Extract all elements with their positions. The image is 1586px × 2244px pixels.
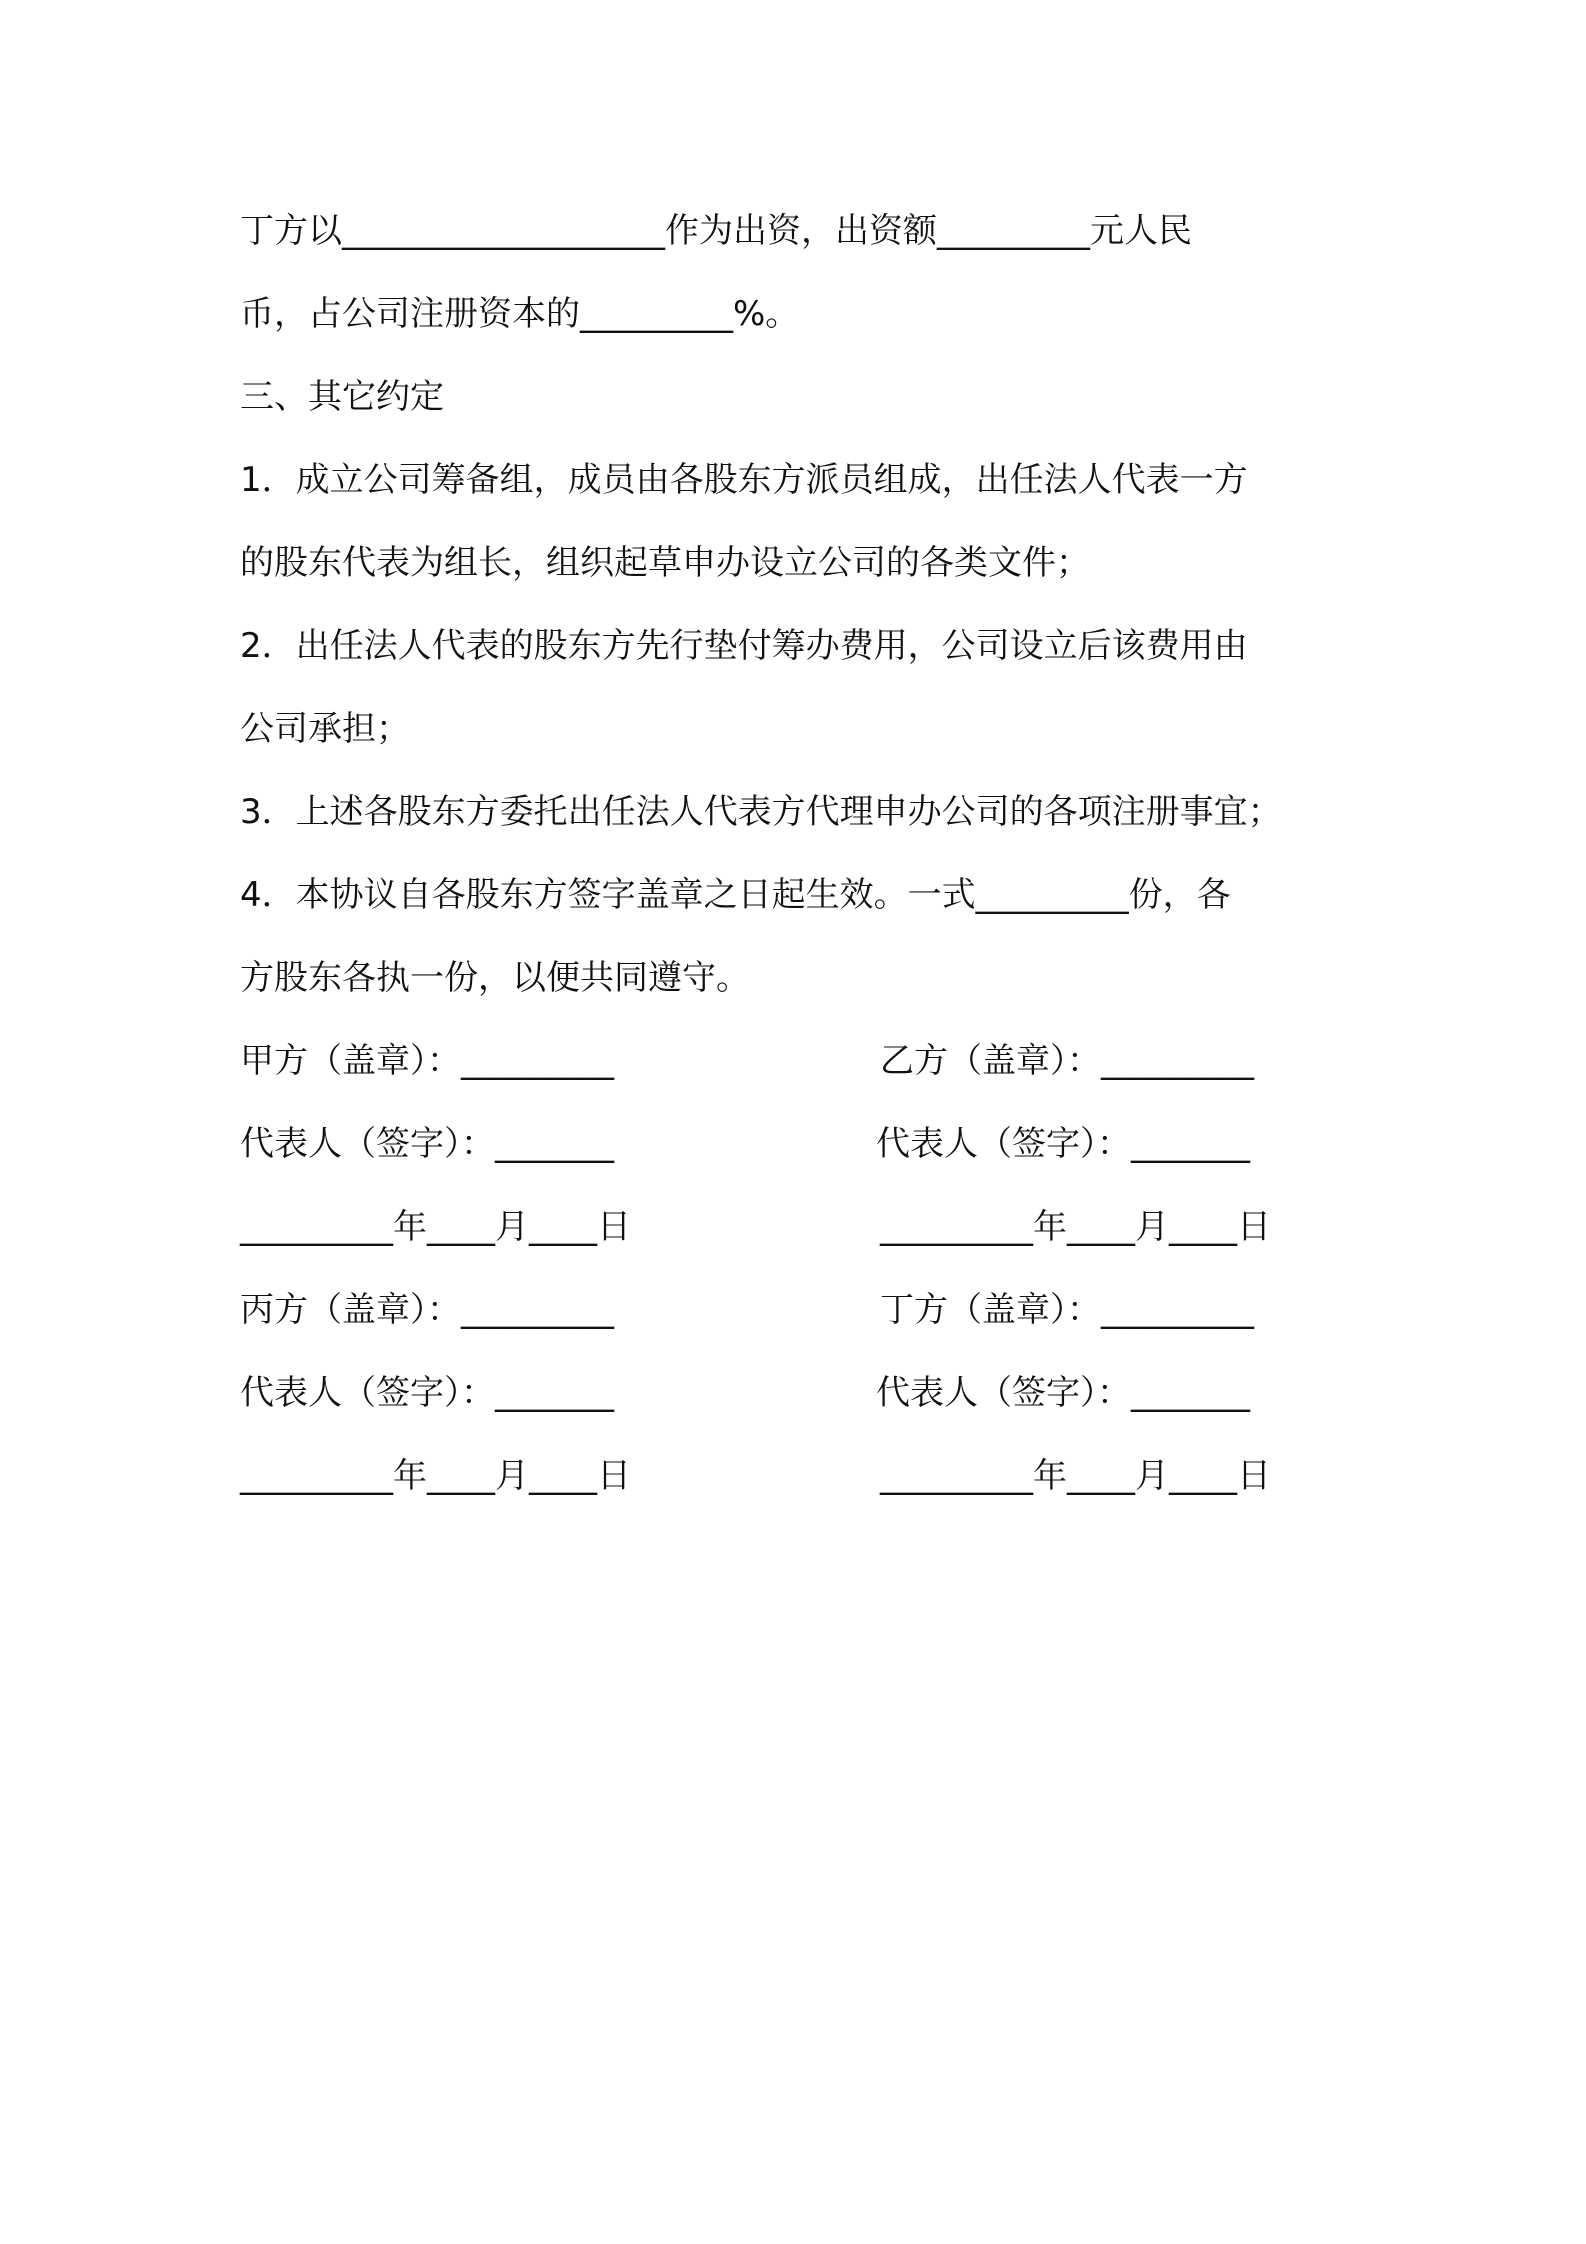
signature-row-rep-ab <box>240 1103 1360 1186</box>
signature-row-party-c-d <box>240 1269 1360 1352</box>
party-a-seal-field: 甲方（盖章）：_________ <box>240 1041 614 1081</box>
party-b-representative-field: 代表人（签字）：_______ <box>876 1124 1250 1164</box>
party-d-seal-field: 丁方（盖章）：_________ <box>880 1290 1254 1330</box>
party-b-date-field: _________年____月____日 <box>880 1207 1271 1247</box>
party-d-representative-field: 代表人（签字）：_______ <box>876 1373 1250 1413</box>
signature-row-date-ab <box>240 1186 1360 1269</box>
party-b-seal-field: 乙方（盖章）：_________ <box>880 1041 1254 1081</box>
party-a-date-field: _________年____月____日 <box>240 1207 631 1247</box>
clause-2: 2．出任法人代表的股东方先行垫付筹办费用，公司设立后该费用由 <box>240 626 1248 666</box>
signature-row-party-a-b <box>240 1020 1360 1103</box>
clause-1-cont: 的股东代表为组长，组织起草申办设立公司的各类文件； <box>240 543 1090 583</box>
paragraph-capital-ding-cont: 币，占公司注册资本的_________%。 <box>240 294 800 334</box>
party-d-date-field: _________年____月____日 <box>880 1456 1271 1496</box>
section-heading-other-terms: 三、其它约定 <box>240 377 444 417</box>
clause-1: 1．成立公司筹备组，成员由各股东方派员组成，出任法人代表一方 <box>240 460 1248 500</box>
clause-4: 4．本协议自各股东方签字盖章之日起生效。一式_________份，各 <box>240 875 1231 915</box>
party-a-representative-field: 代表人（签字）：_______ <box>240 1124 614 1164</box>
document-body <box>240 190 1360 1518</box>
signature-row-date-cd <box>240 1435 1360 1518</box>
clause-4-cont: 方股东各执一份，以便共同遵守。 <box>240 958 750 998</box>
party-c-seal-field: 丙方（盖章）：_________ <box>240 1290 614 1330</box>
clause-3: 3．上述各股东方委托出任法人代表方代理申办公司的各项注册事宜； <box>240 792 1282 832</box>
party-c-date-field: _________年____月____日 <box>240 1456 631 1496</box>
clause-2-cont: 公司承担； <box>240 709 410 749</box>
paragraph-capital-ding: 丁方以___________________作为出资，出资额_________元人民 <box>240 211 1192 251</box>
signature-row-rep-cd <box>240 1352 1360 1435</box>
party-c-representative-field: 代表人（签字）：_______ <box>240 1373 614 1413</box>
